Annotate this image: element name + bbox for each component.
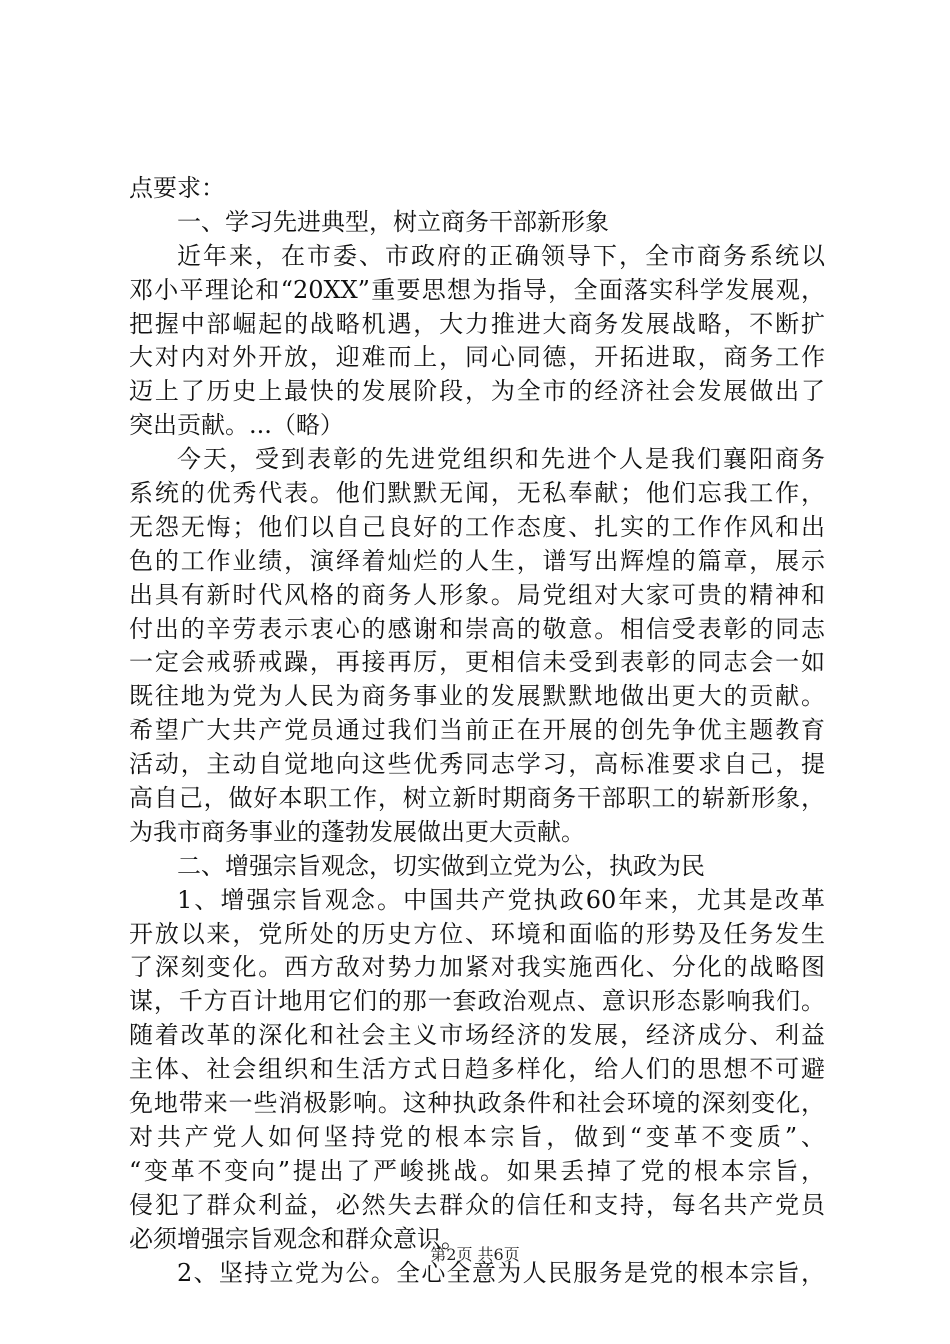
text-line: 迈上了历史上最快的发展阶段，为全市的经济社会发展做出了 bbox=[129, 377, 825, 406]
text-line: 谋，千方百计地用它们的那一套政治观点、意识形态影响我们。 bbox=[129, 987, 825, 1016]
text-line: 免地带来一些消极影响。这种执政条件和社会环境的深刻变化， bbox=[129, 1089, 825, 1118]
text-line: 突出贡献。...（略） bbox=[129, 411, 344, 440]
text-line: 1、增强宗旨观念。中国共产党执政60年来，尤其是改革 bbox=[177, 885, 825, 914]
text-line: 近年来，在市委、市政府的正确领导下，全市商务系统以 bbox=[177, 241, 825, 270]
body-text bbox=[129, 172, 825, 1290]
text-line: 一定会戒骄戒躁，再接再厉，更相信未受到表彰的同志会一如 bbox=[129, 648, 825, 677]
text-line: 今天，受到表彰的先进党组织和先进个人是我们襄阳商务 bbox=[177, 445, 825, 474]
text-line: 开放以来，党所处的历史方位、环境和面临的形势及任务发生 bbox=[129, 919, 825, 948]
text-line: 付出的辛劳表示衷心的感谢和崇高的敬意。相信受表彰的同志 bbox=[129, 614, 825, 643]
text-line: 对共产党人如何坚持党的根本宗旨，做到“变革不变质”、 bbox=[129, 1122, 825, 1151]
text-line: 为我市商务事业的蓬勃发展做出更大贡献。 bbox=[129, 817, 585, 846]
text-line: 2、坚持立党为公。全心全意为人民服务是党的根本宗旨， bbox=[177, 1258, 825, 1287]
text-line: 色的工作业绩，演绎着灿烂的人生，谱写出辉煌的篇章，展示 bbox=[129, 546, 825, 575]
text-line: 邓小平理论和“20XX”重要思想为指导，全面落实科学发展观， bbox=[129, 275, 825, 304]
text-line: 系统的优秀代表。他们默默无闻，无私奉献；他们忘我工作， bbox=[129, 479, 825, 508]
text-line: 高自己，做好本职工作，树立新时期商务干部职工的崭新形象， bbox=[129, 784, 825, 813]
text-line: 侵犯了群众利益，必然失去群众的信任和支持，每名共产党员 bbox=[129, 1190, 825, 1219]
text-line: 把握中部崛起的战略机遇，大力推进大商务发展战略，不断扩 bbox=[129, 309, 825, 338]
text-line: 一、学习先进典型，树立商务干部新形象 bbox=[177, 207, 609, 236]
text-line: “变革不变向”提出了严峻挑战。如果丢掉了党的根本宗旨， bbox=[129, 1156, 825, 1185]
text-line: 了深刻变化。西方敌对势力加紧对我实施西化、分化的战略图 bbox=[129, 953, 825, 982]
text-line: 二、增强宗旨观念，切实做到立党为公，执政为民 bbox=[177, 851, 705, 880]
text-line: 无怨无悔；他们以自己良好的工作态度、扎实的工作作风和出 bbox=[129, 512, 825, 541]
text-line: 随着改革的深化和社会主义市场经济的发展，经济成分、利益 bbox=[129, 1021, 825, 1050]
text-line: 点要求： bbox=[129, 174, 225, 202]
text-line: 希望广大共产党员通过我们当前正在开展的创先争优主题教育 bbox=[129, 716, 825, 745]
text-line: 主体、社会组织和生活方式日趋多样化，给人们的思想不可避 bbox=[129, 1055, 825, 1084]
text-line: 大对内对外开放，迎难而上，同心同德，开拓进取，商务工作 bbox=[129, 343, 825, 372]
page-footer: 第2页 共6页 bbox=[430, 1245, 520, 1264]
text-line: 活动，主动自觉地向这些优秀同志学习，高标准要求自己，提 bbox=[129, 750, 825, 779]
text-line: 必须增强宗旨观念和群众意识。 bbox=[129, 1224, 465, 1253]
text-line: 出具有新时代风格的商务人形象。局党组对大家可贵的精神和 bbox=[129, 580, 825, 609]
text-line: 既往地为党为人民为商务事业的发展默默地做出更大的贡献。 bbox=[129, 682, 825, 711]
